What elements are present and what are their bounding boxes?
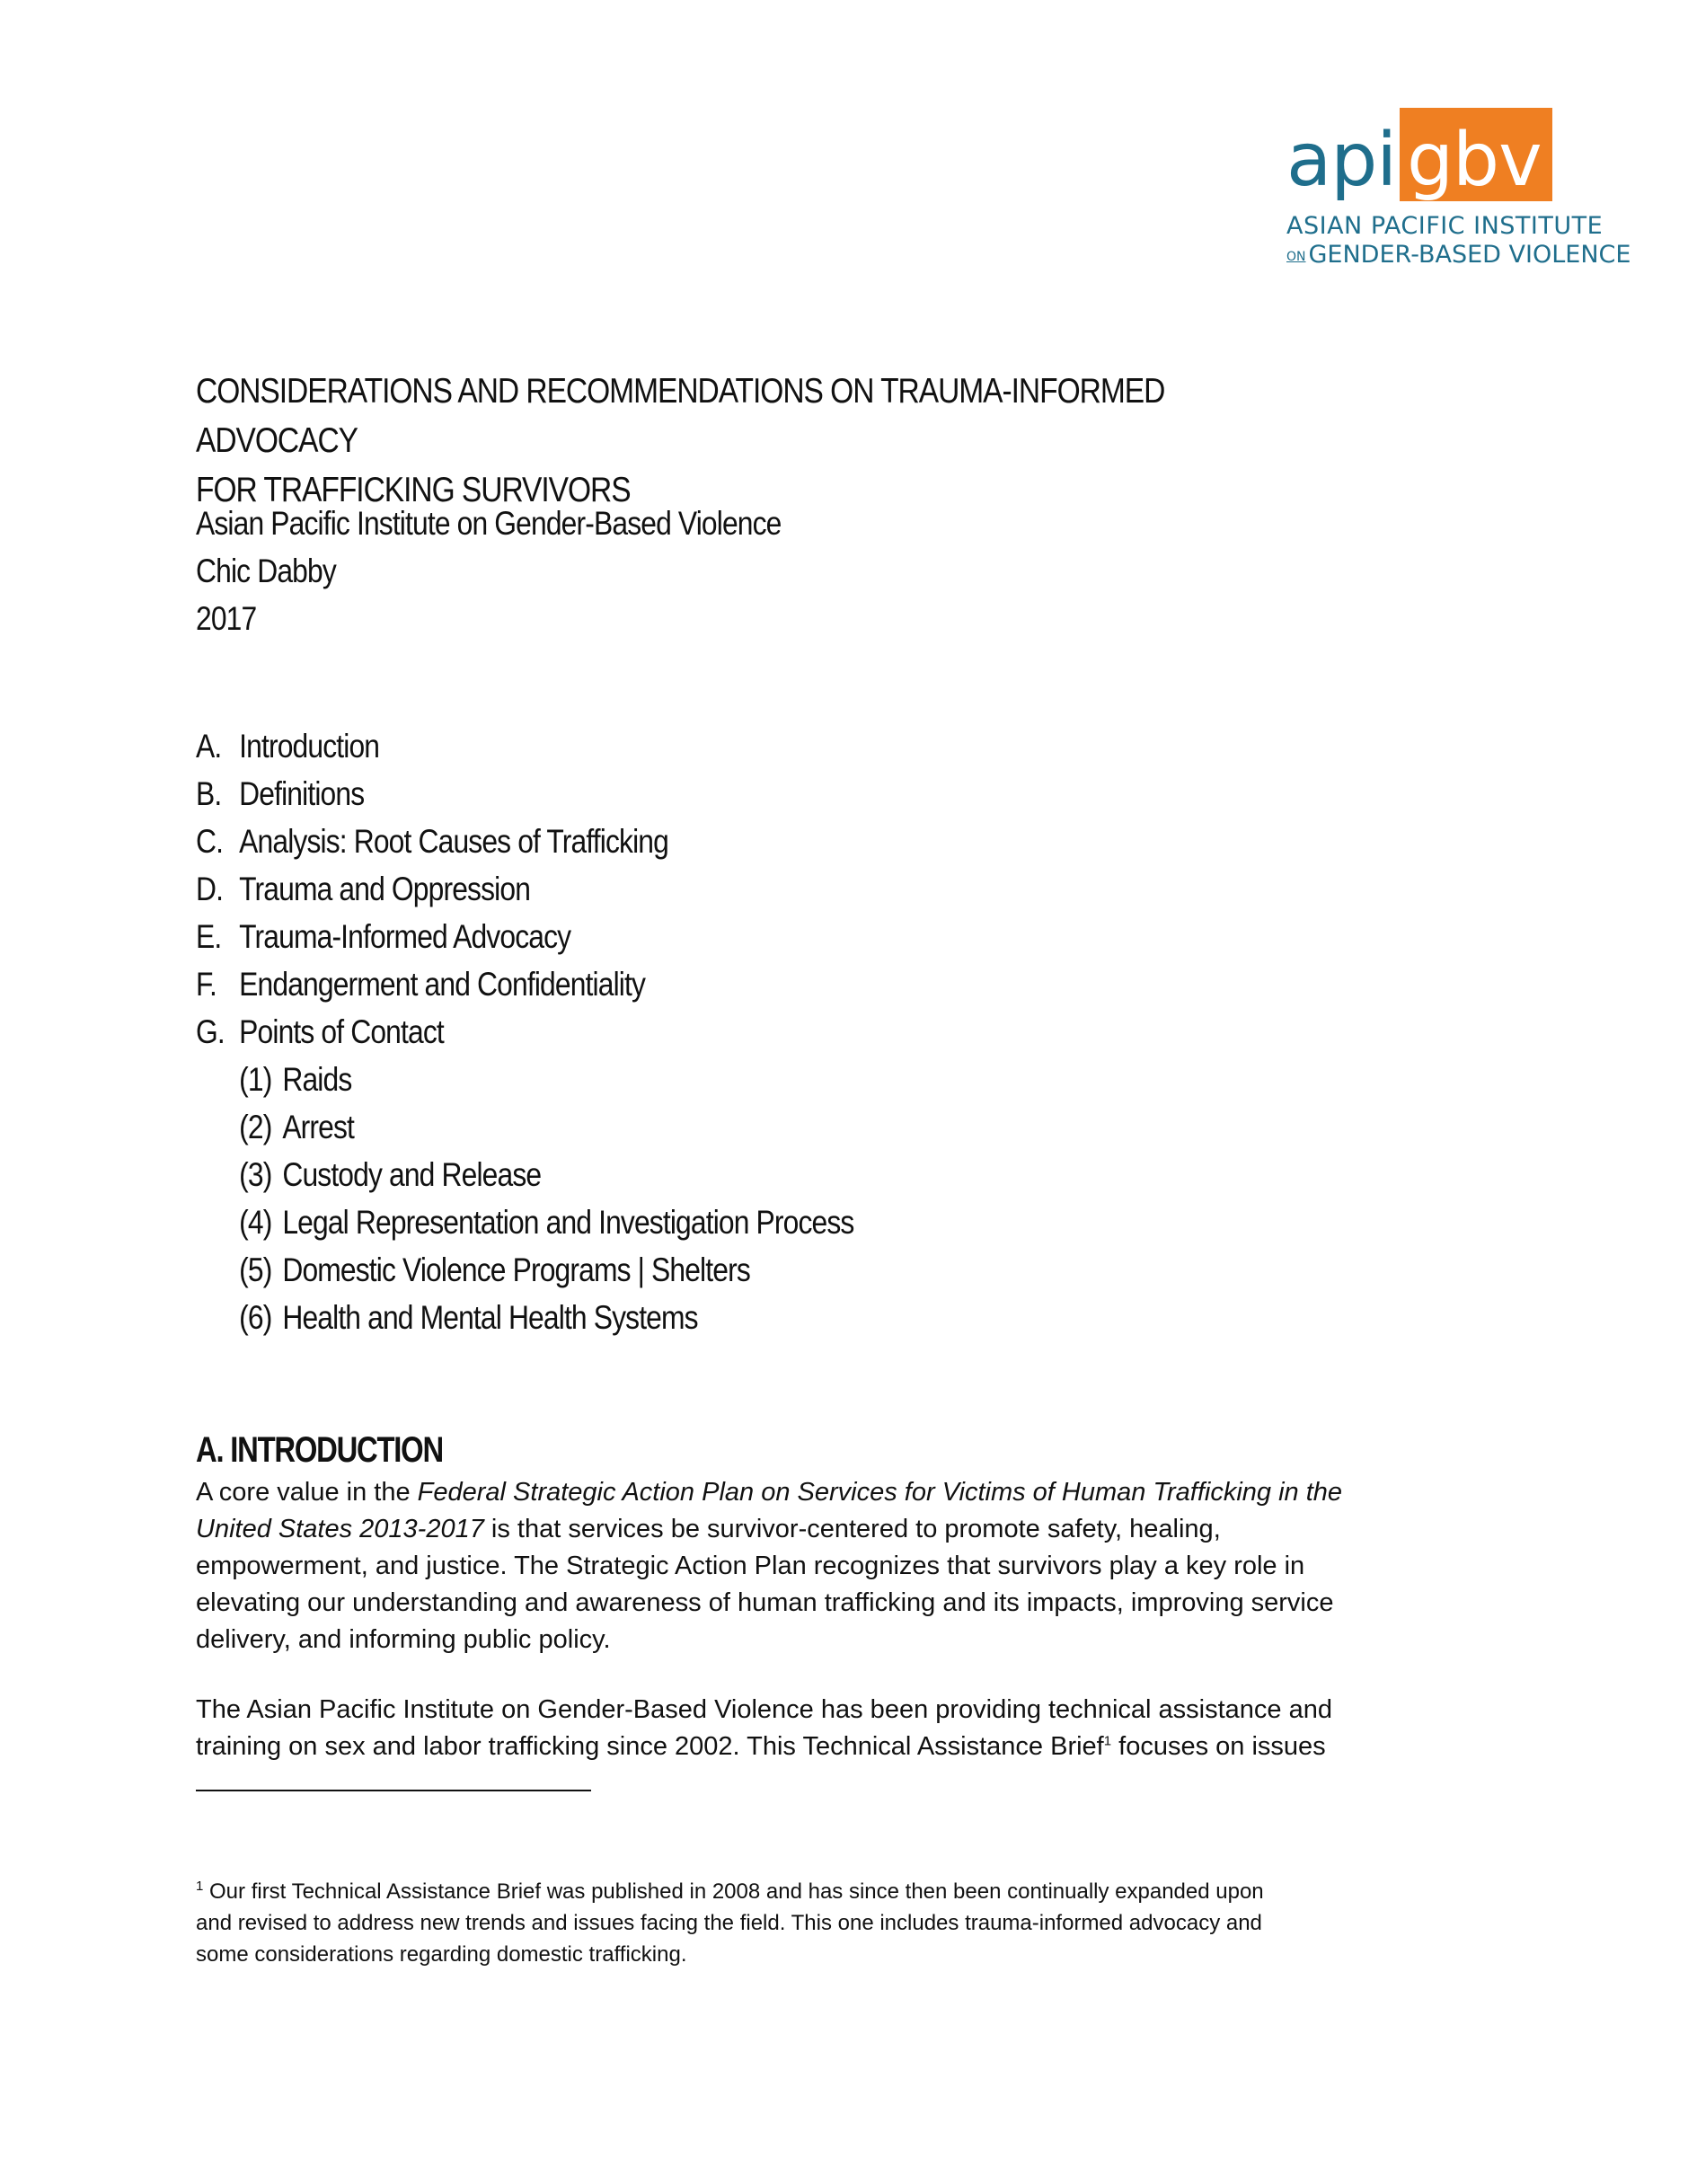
toc-item-definitions bbox=[196, 770, 853, 818]
toc-label: Endangerment and Confidentiality bbox=[239, 966, 646, 1003]
paragraph-line bbox=[196, 1729, 1454, 1765]
toc-item-trauma-informed-advocacy bbox=[196, 913, 853, 960]
toc-subitem-number: (1) bbox=[239, 1061, 272, 1098]
logo-tagline-line2 bbox=[1286, 241, 1631, 269]
toc-subitem-health bbox=[196, 1294, 853, 1341]
text-span: A core value in the bbox=[196, 1478, 418, 1507]
toc-subitem-label: Health and Mental Health Systems bbox=[282, 1299, 698, 1336]
title-line-1: CONSIDERATIONS AND RECOMMENDATIONS ON TRAUMA-INFORMED ADVOCACY bbox=[196, 372, 1165, 460]
logo-line2-text: GENDER-BASED VIOLENCE bbox=[1308, 241, 1631, 269]
logo-api-text: api bbox=[1286, 118, 1397, 203]
toc-subitem-number: (2) bbox=[239, 1109, 272, 1145]
toc-item-trauma-oppression bbox=[196, 865, 853, 913]
toc-subitem-number: (4) bbox=[239, 1204, 272, 1241]
toc-subitem-arrest bbox=[196, 1103, 853, 1151]
footnote-line bbox=[196, 1876, 1454, 1907]
toc-label: Trauma-Informed Advocacy bbox=[239, 918, 571, 955]
toc-letter: B. bbox=[196, 775, 222, 812]
title-line-2: FOR TRAFFICKING SURVIVORS bbox=[196, 471, 631, 509]
toc-label: Trauma and Oppression bbox=[239, 871, 531, 907]
paragraph-line: elevating our understanding and awareness of human trafficking and its impacts, improving service bbox=[196, 1588, 1334, 1617]
toc-item-introduction bbox=[196, 722, 853, 770]
document-title bbox=[196, 367, 1200, 515]
toc-subitem-number: (5) bbox=[239, 1251, 272, 1288]
paragraph-line bbox=[196, 1474, 1454, 1511]
table-of-contents bbox=[196, 722, 853, 1341]
toc-letter: C. bbox=[196, 823, 224, 860]
italic-plan-title: United States 2013-2017 bbox=[196, 1515, 484, 1543]
document-meta bbox=[196, 500, 782, 642]
text-span: focuses on issues bbox=[1111, 1732, 1326, 1761]
toc-label: Introduction bbox=[239, 728, 380, 765]
apigbv-logo bbox=[1285, 108, 1631, 269]
toc-subitem-number: (3) bbox=[239, 1156, 272, 1193]
footnote-marker: 1 bbox=[196, 1879, 204, 1894]
toc-subitem-custody bbox=[196, 1151, 853, 1198]
text-span: Our first Technical Assistance Brief was published in 2008 and has since then been continually expanded upon bbox=[203, 1879, 1264, 1904]
toc-letter: A. bbox=[196, 728, 222, 765]
logo-tagline-line1: ASIAN PACIFIC INSTITUTE bbox=[1286, 212, 1604, 240]
toc-item-endangerment bbox=[196, 960, 853, 1008]
toc-subitem-raids bbox=[196, 1056, 853, 1103]
text-span: training on sex and labor trafficking since 2002. This Technical Assistance Brief bbox=[196, 1732, 1104, 1761]
footnote-line: some considerations regarding domestic trafficking. bbox=[196, 1942, 687, 1967]
introduction-paragraph-2 bbox=[196, 1692, 1454, 1765]
logo-wordmark bbox=[1285, 108, 1554, 207]
logo-on-text: ON bbox=[1286, 250, 1306, 264]
toc-subitem-legal bbox=[196, 1198, 853, 1246]
toc-subitem-label: Custody and Release bbox=[282, 1156, 542, 1193]
paragraph-line: delivery, and informing public policy. bbox=[196, 1625, 611, 1654]
toc-subitem-label: Arrest bbox=[282, 1109, 355, 1145]
toc-letter: G. bbox=[196, 1013, 225, 1050]
toc-label: Analysis: Root Causes of Trafficking bbox=[239, 823, 668, 860]
logo-gbv-text: gbv bbox=[1407, 118, 1542, 203]
meta-year: 2017 bbox=[196, 600, 257, 637]
meta-organization: Asian Pacific Institute on Gender-Based Violence bbox=[196, 505, 782, 542]
paragraph-line bbox=[196, 1511, 1454, 1548]
paragraph-line: The Asian Pacific Institute on Gender-Based Violence has been providing technical assistance and bbox=[196, 1695, 1332, 1724]
toc-label: Points of Contact bbox=[239, 1013, 444, 1050]
text-span: is that services be survivor-centered to promote safety, healing, bbox=[483, 1515, 1221, 1543]
meta-author: Chic Dabby bbox=[196, 553, 336, 589]
toc-item-analysis bbox=[196, 818, 853, 865]
footnote-reference[interactable]: 1 bbox=[1103, 1733, 1112, 1749]
footnote-line: and revised to address new trends and issues facing the field. This one includes trauma-informed advocacy and bbox=[196, 1911, 1262, 1935]
toc-subitem-dv-programs bbox=[196, 1246, 853, 1294]
paragraph-line: empowerment, and justice. The Strategic Action Plan recognizes that survivors play a key role in bbox=[196, 1552, 1305, 1580]
footnote-divider bbox=[196, 1790, 591, 1791]
footnote bbox=[196, 1876, 1454, 1970]
toc-label: Definitions bbox=[239, 775, 365, 812]
toc-letter: D. bbox=[196, 871, 224, 907]
toc-item-points-of-contact bbox=[196, 1008, 853, 1056]
toc-subitem-label: Domestic Violence Programs | Shelters bbox=[282, 1251, 750, 1288]
toc-letter: F. bbox=[196, 966, 217, 1003]
toc-subitem-number: (6) bbox=[239, 1299, 272, 1336]
toc-subitem-label: Legal Representation and Investigation Process bbox=[282, 1204, 854, 1241]
section-heading-introduction: A. INTRODUCTION bbox=[196, 1430, 443, 1470]
toc-letter: E. bbox=[196, 918, 222, 955]
italic-plan-title: Federal Strategic Action Plan on Services for Victims of Human Trafficking in the bbox=[417, 1478, 1343, 1507]
toc-subitem-label: Raids bbox=[282, 1061, 352, 1098]
introduction-paragraph-1 bbox=[196, 1474, 1454, 1658]
